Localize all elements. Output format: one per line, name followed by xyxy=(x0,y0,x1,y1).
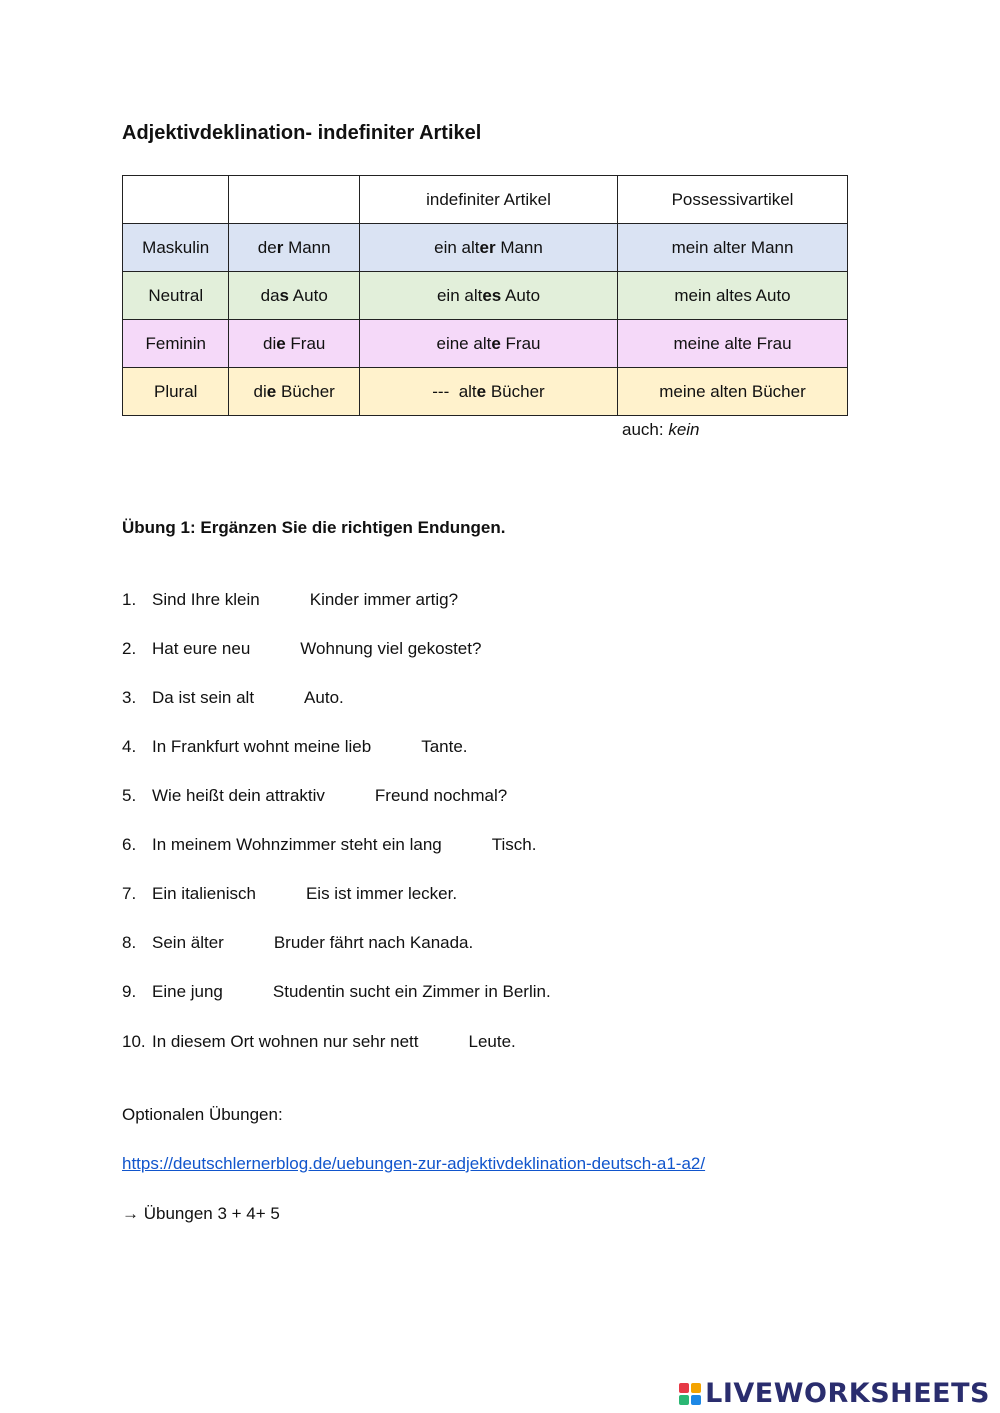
exercise-item: 1. Sind Ihre klein Kinder immer artig? xyxy=(122,590,459,609)
brand-name: LIVEWORKSHEETS xyxy=(705,1378,990,1409)
possessive-article-cell: meine alten Bücher xyxy=(618,368,848,416)
exercise-item: 10. In diesem Ort wohnen nur sehr nett Leute. xyxy=(122,1032,516,1051)
exercise-link[interactable]: https://deutschlernerblog.de/uebungen-zur-adjektivdeklination-deutsch-a1-a2/ xyxy=(122,1154,706,1173)
table-header-cell xyxy=(123,176,229,224)
exercise-item: 9. Eine jung Studentin sucht ein Zimmer in Berlin. xyxy=(122,982,551,1001)
possessive-article-cell: mein alter Mann xyxy=(618,224,848,272)
definite-article-cell: das Auto xyxy=(229,272,360,320)
optional-label: Optionalen Übungen: xyxy=(122,1105,283,1124)
exercise-item: 3. Da ist sein alt Auto. xyxy=(122,688,344,707)
definite-article-cell: die Frau xyxy=(229,320,360,368)
logo-square xyxy=(691,1383,701,1393)
possessive-article-cell: meine alte Frau xyxy=(618,320,848,368)
logo-square xyxy=(679,1395,689,1405)
gender-cell: Neutral xyxy=(123,272,229,320)
indefinite-article-cell: eine alte Frau xyxy=(359,320,617,368)
exercise-item: 7. Ein italienisch Eis ist immer lecker. xyxy=(122,884,458,903)
auch-note: auch: kein xyxy=(622,420,700,439)
liveworksheets-logo-icon xyxy=(679,1383,701,1405)
table-header-row xyxy=(123,176,848,224)
exercise-item: 6. In meinem Wohnzimmer steht ein lang Tisch. xyxy=(122,835,537,854)
liveworksheets-brand xyxy=(679,1378,990,1409)
table-header-cell: Possessivartikel xyxy=(618,176,848,224)
definite-article-cell: die Bücher xyxy=(229,368,360,416)
table-row-plural xyxy=(123,368,848,416)
exercise-item: 8. Sein älter Bruder fährt nach Kanada. xyxy=(122,933,474,952)
table-header-cell: indefiniter Artikel xyxy=(359,176,617,224)
exercise-title: Übung 1: Ergänzen Sie die richtigen Endungen. xyxy=(122,518,506,537)
declension-table xyxy=(122,175,848,416)
table-row-feminin xyxy=(123,320,848,368)
exercise-item: 5. Wie heißt dein attraktiv Freund nochmal? xyxy=(122,786,508,805)
indefinite-article-cell: --- alte Bücher xyxy=(359,368,617,416)
gender-cell: Maskulin xyxy=(123,224,229,272)
indefinite-article-cell: ein alter Mann xyxy=(359,224,617,272)
indefinite-article-cell: ein altes Auto xyxy=(359,272,617,320)
gender-cell: Plural xyxy=(123,368,229,416)
exercise-item: 4. In Frankfurt wohnt meine lieb Tante. xyxy=(122,737,468,756)
table-row-neutral xyxy=(123,272,848,320)
gender-cell: Feminin xyxy=(123,320,229,368)
exercise-reference: → Übungen 3 + 4+ 5 xyxy=(122,1204,280,1223)
table-header-cell xyxy=(229,176,360,224)
page-title: Adjektivdeklination- indefiniter Artikel xyxy=(122,122,482,144)
table-row-maskulin xyxy=(123,224,848,272)
logo-square xyxy=(691,1395,701,1405)
definite-article-cell: der Mann xyxy=(229,224,360,272)
logo-square xyxy=(679,1383,689,1393)
exercise-item: 2. Hat eure neu Wohnung viel gekostet? xyxy=(122,639,482,658)
possessive-article-cell: mein altes Auto xyxy=(618,272,848,320)
